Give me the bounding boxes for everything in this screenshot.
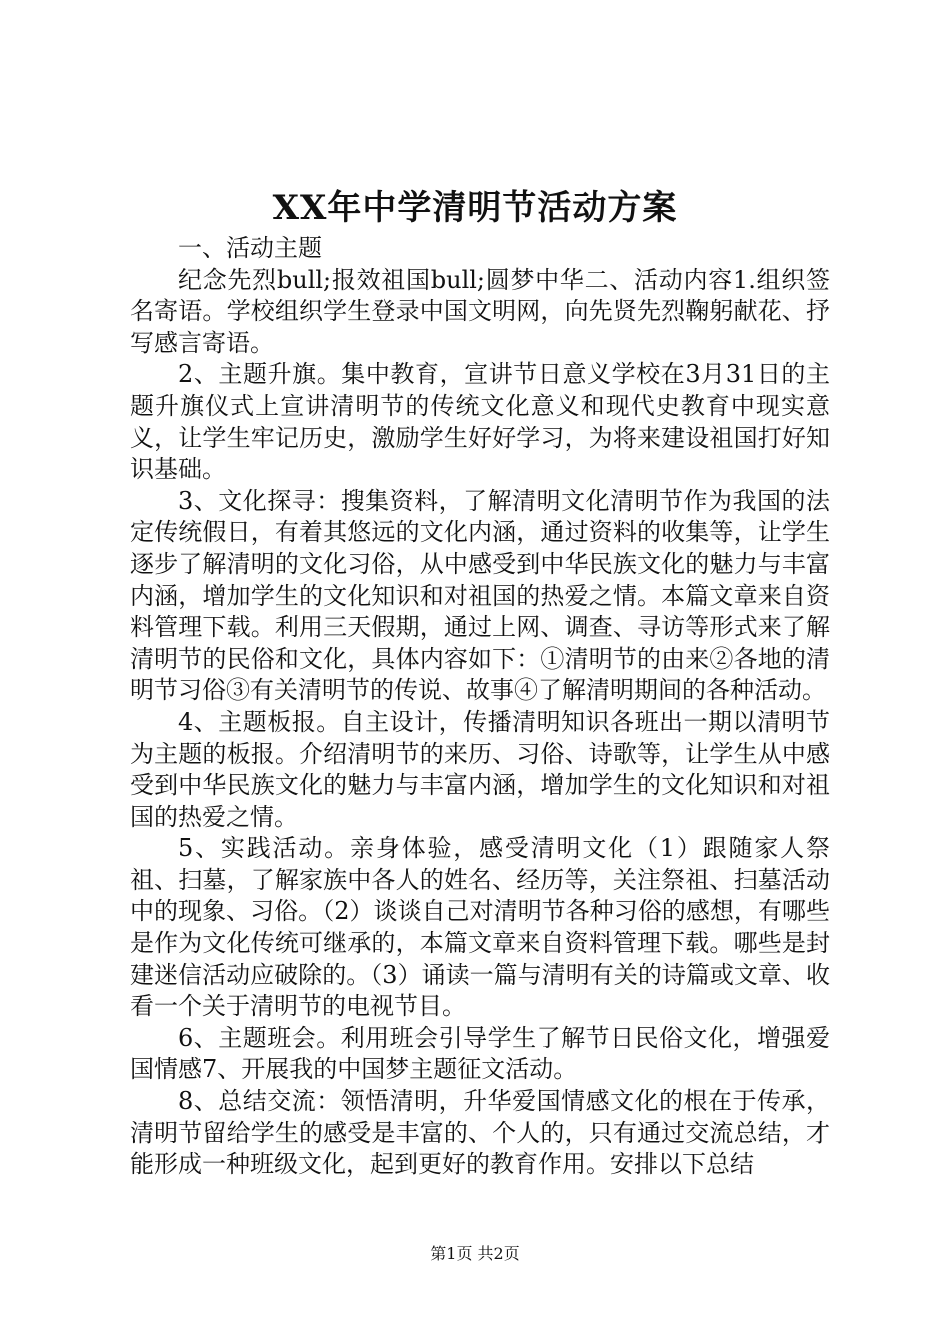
paragraph-flag-raising: 2、主题升旗。集中教育，宣讲节日意义学校在3月31日的主题升旗仪式上宣讲清明节的传统文化意义和现代史教育中现实意义，让学生牢记历史，激励学生好好学习，为将来建设祖国打好知识基础。 (130, 360, 830, 484)
document-body (130, 233, 830, 1181)
document-title: XX年中学清明节活动方案 (272, 188, 678, 228)
section-heading-theme: 一、活动主题 (178, 234, 322, 262)
page-footer: 第1页 共2页 (430, 1244, 520, 1263)
paragraph-practice-activity: 5、实践活动。亲身体验，感受清明文化（1）跟随家人祭祖、扫墓，了解家族中各人的姓名、经历等，关注祭祖、扫墓活动中的现象、习俗。（2）谈谈自己对清明节各种习俗的感想，有哪些是作为文化传统可继承的，本篇文章来自资料管理下载。哪些是封建迷信活动应破除的。（3）诵读一篇与清明有关的诗篇或文章、收看一个关于清明节的电视节目。 (130, 834, 830, 1021)
paragraph-culture-exploration: 3、文化探寻：搜集资料，了解清明文化清明节作为我国的法定传统假日，有着其悠远的文化内涵，通过资料的收集等，让学生逐步了解清明的文化习俗，从中感受到中华民族文化的魅力与丰富内涵，增加学生的文化知识和对祖国的热爱之情。本篇文章来自资料管理下载。利用三天假期，通过上网、调查、寻访等形式来了解清明节的民俗和文化，具体内容如下：①清明节的由来②各地的清明节习俗③有关清明节的传说、故事④了解清明期间的各种活动。 (130, 486, 830, 705)
paragraph-summary: 8、总结交流：领悟清明，升华爱国情感文化的根在于传承，清明节留给学生的感受是丰富的、个人的，只有通过交流总结，才能形成一种班级文化，起到更好的教育作用。安排以下总结 (130, 1087, 830, 1179)
paragraph-blackboard: 4、主题板报。自主设计，传播清明知识各班出一期以清明节为主题的板报。介绍清明节的来历、习俗、诗歌等，让学生从中感受到中华民族文化的魅力与丰富内涵，增加学生的文化知识和对祖国的热爱之情。 (130, 707, 830, 831)
paragraph-class-meeting: 6、主题班会。利用班会引导学生了解节日民俗文化，增强爱国情感7、开展我的中国梦主题征文活动。 (130, 1023, 830, 1084)
paragraph-theme-content: 纪念先烈bull;报效祖国bull;圆梦中华二、活动内容1.组织签名寄语。学校组织学生登录中国文明网，向先贤先烈鞠躬献花、抒写感言寄语。 (130, 265, 830, 357)
